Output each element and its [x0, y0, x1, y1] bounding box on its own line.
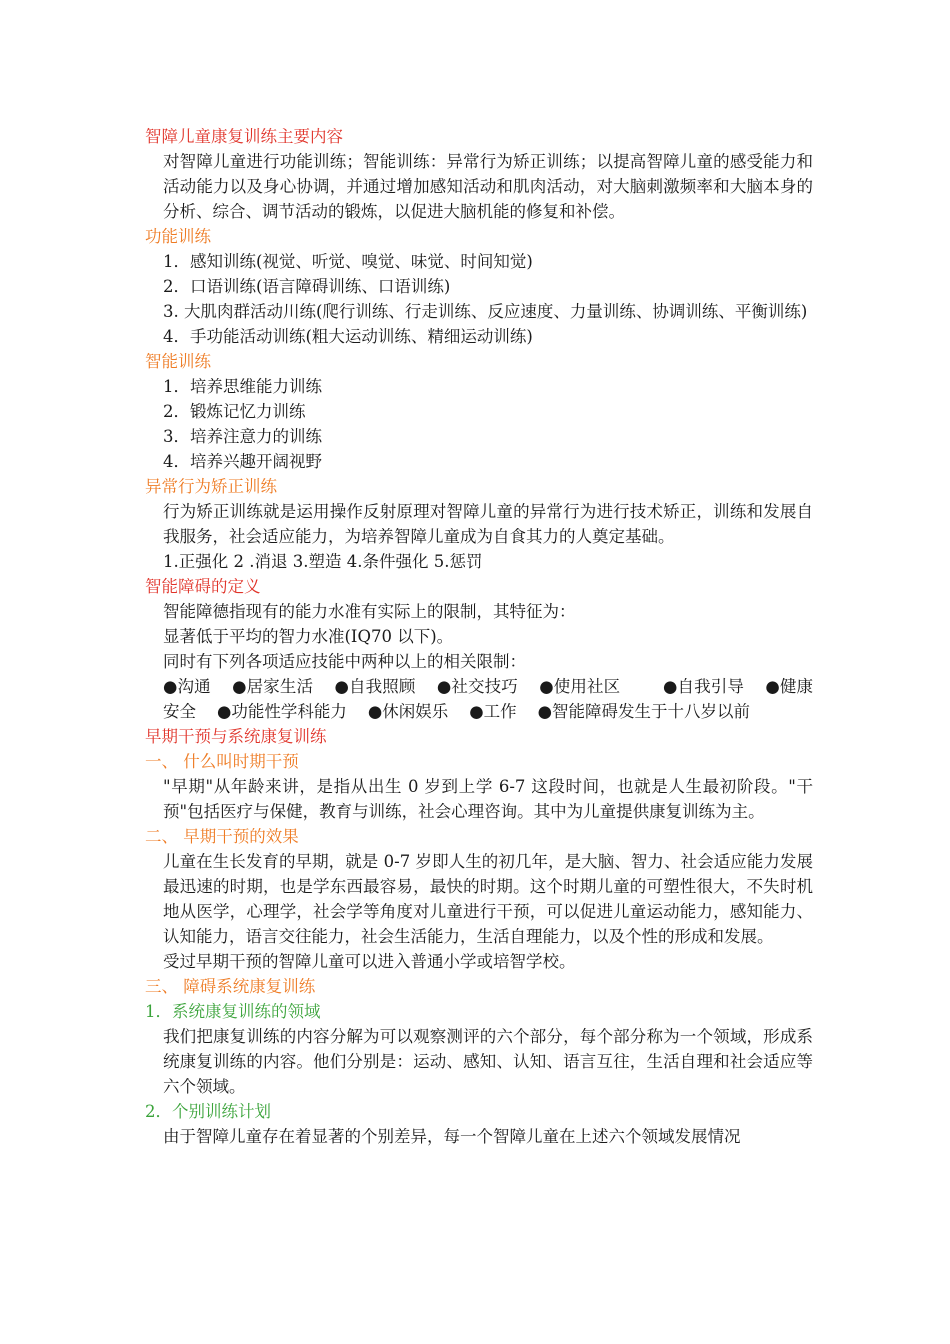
intelligence-item: 4．培养兴趣开阔视野	[163, 452, 322, 471]
heading-intelligence-training: 智能训练	[145, 352, 211, 371]
functional-item: 4．手功能活动训练(粗大运动训练、精细运动训练)	[163, 327, 533, 346]
behavior-paragraph: 行为矫正训练就是运用操作反射原理对智障儿童的异常行为进行技术矫正，训练和发展自我服务，社会适应能力，为培养智障儿童成为自食其力的人奠定基础。	[163, 502, 813, 546]
individual-plan-paragraph: 由于智障儿童存在着显著的个别差异，每一个智障儿童在上述六个领域发展情况	[163, 1127, 741, 1146]
functional-item: 2．口语训练(语言障碍训练、口语训练)	[163, 277, 451, 296]
definition-line: 同时有下列各项适应技能中两种以上的相关限制：	[163, 652, 526, 671]
intro-paragraph: 对智障儿童进行功能训练；智能训练：异常行为矫正训练；以提高智障儿童的感受能力和活动能力以及身心协调，并通过增加感知活动和肌肉活动，对大脑刺激频率和大脑本身的分析、综合、调节活动的锻炼，以促进大脑机能的修复和补偿。	[163, 152, 813, 221]
subheading-what-is-early-intervention: 一、 什么叫时期干预	[145, 752, 299, 771]
doc-title: 智障儿童康复训练主要内容	[145, 127, 343, 146]
heading-early-intervention: 早期干预与系统康复训练	[145, 727, 327, 746]
early-definition-paragraph: "早期"从年龄来讲，是指从出生 0 岁到上学 6-7 这段时间，也就是人生最初阶段。"干预"包括医疗与保健，教育与训练，社会心理咨询。其中为儿童提供康复训练为主。	[163, 777, 813, 821]
functional-item: 1．感知训练(视觉、听觉、嗅觉、味觉、时间知觉)	[163, 252, 533, 271]
definition-line: 智能障德指现有的能力水准有实际上的限制，其特征为：	[163, 602, 576, 621]
intelligence-item: 3．培养注意力的训练	[163, 427, 322, 446]
subheading-rehab-domains: 1．系统康复训练的领域	[145, 1002, 321, 1021]
effects-paragraph-2: 受过早期干预的智障儿童可以进入普通小学或培智学校。	[163, 952, 576, 971]
subheading-system-rehab: 三、 障碍系统康复训练	[145, 977, 316, 996]
intelligence-item: 1．培养思维能力训练	[163, 377, 322, 396]
document-page	[145, 124, 813, 1149]
intelligence-item: 2．锻炼记忆力训练	[163, 402, 306, 421]
effects-paragraph: 儿童在生长发育的早期，就是 0-7 岁即人生的初几年，是大脑、智力、社会适应能力发展最迅速的时期，也是学东西最容易，最快的时期。这个时期儿童的可塑性很大，不失时机地从医学，心理学，社会学等角度对儿童进行干预，可以促进儿童运动能力，感知能力、认知能力，语言交往能力，社会生活能力，生活自理能力，以及个性的形成和发展。	[163, 852, 813, 946]
subheading-effects: 二、 早期干预的效果	[145, 827, 299, 846]
domains-paragraph: 我们把康复训练的内容分解为可以观察测评的六个部分，每个部分称为一个领域，形成系统康复训练的内容。他们分别是：运动、感知、认知、语言互往，生活自理和社会适应等六个领域。	[163, 1027, 813, 1096]
functional-item: 3. 大肌肉群活动川练(爬行训练、行走训练、反应速度、力量训练、协调训练、平衡训练)	[163, 302, 808, 321]
behavior-methods: 1.正强化 2 .消退 3.塑造 4.条件强化 5.惩罚	[163, 552, 483, 571]
heading-definition: 智能障碍的定义	[145, 577, 261, 596]
subheading-individual-plan: 2．个别训练计划	[145, 1102, 271, 1121]
definition-line: 显著低于平均的智力水准(IQ70 以下)。	[163, 627, 454, 646]
heading-functional-training: 功能训练	[145, 227, 211, 246]
adaptive-skills-bullets: ●沟通 ●居家生活 ●自我照顾 ●社交技巧 ●使用社区 ●自我引导 ●健康安全 ●功能性学科能力 ●休闲娱乐 ●工作 ●智能障碍发生于十八岁以前	[163, 677, 813, 721]
heading-behavior-correction: 异常行为矫正训练	[145, 477, 277, 496]
